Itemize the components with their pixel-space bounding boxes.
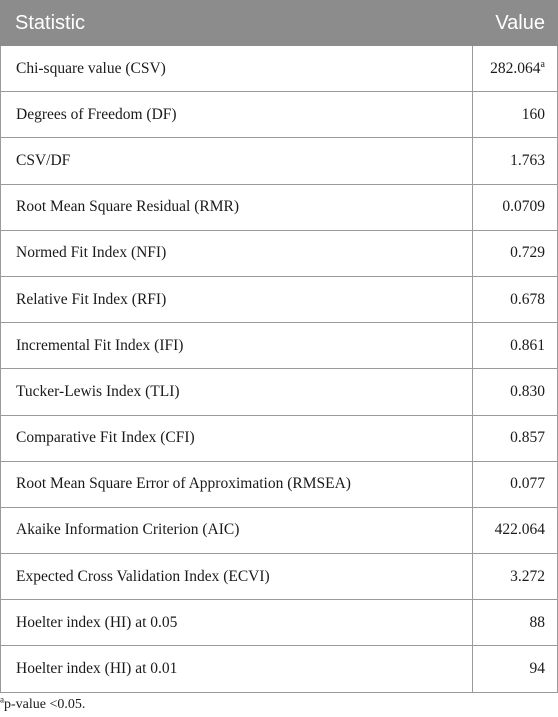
value-text: 94 <box>529 660 545 678</box>
statistic-cell: Relative Fit Index (RFI) <box>1 276 473 322</box>
value-cell <box>473 369 558 415</box>
value-cell <box>473 276 558 322</box>
table-row <box>1 276 558 322</box>
value-text: 0.678 <box>510 290 545 308</box>
value-cell <box>473 415 558 461</box>
value-text: 88 <box>529 613 545 631</box>
header-statistic: Statistic <box>1 1 473 46</box>
table-row <box>1 554 558 600</box>
value-text: 3.272 <box>510 567 545 585</box>
table-row <box>1 415 558 461</box>
value-text: 0.0709 <box>502 198 545 216</box>
statistic-cell: Normed Fit Index (NFI) <box>1 230 473 276</box>
statistic-cell: Akaike Information Criterion (AIC) <box>1 507 473 553</box>
statistic-cell: Tucker-Lewis Index (TLI) <box>1 369 473 415</box>
statistic-cell: Root Mean Square Error of Approximation (RMSEA) <box>1 461 473 507</box>
footnote-text: p-value <0.05. <box>4 697 86 712</box>
table-row <box>1 323 558 369</box>
value-cell <box>473 507 558 553</box>
statistic-cell: Hoelter index (HI) at 0.05 <box>1 600 473 646</box>
statistic-cell: Chi-square value (CSV) <box>1 46 473 92</box>
header-row <box>1 1 558 46</box>
table-row <box>1 507 558 553</box>
value-text: 0.729 <box>510 244 545 262</box>
value-cell <box>473 138 558 184</box>
table-row <box>1 184 558 230</box>
statistic-cell: Root Mean Square Residual (RMR) <box>1 184 473 230</box>
value-text: 0.830 <box>510 382 545 400</box>
table-row <box>1 600 558 646</box>
table-row <box>1 461 558 507</box>
statistic-cell: Degrees of Freedom (DF) <box>1 92 473 138</box>
statistic-cell: Hoelter index (HI) at 0.01 <box>1 646 473 692</box>
value-cell <box>473 461 558 507</box>
value-cell <box>473 554 558 600</box>
value-cell <box>473 230 558 276</box>
value-text: 422.064 <box>494 521 545 539</box>
value-cell <box>473 92 558 138</box>
table-row <box>1 230 558 276</box>
value-cell <box>473 184 558 230</box>
value-text: 282.064 <box>490 59 541 77</box>
table-header <box>1 1 558 46</box>
header-value: Value <box>473 1 558 46</box>
table-row <box>1 92 558 138</box>
table-row <box>1 369 558 415</box>
statistic-cell: CSV/DF <box>1 138 473 184</box>
value-cell <box>473 646 558 692</box>
value-cell <box>473 323 558 369</box>
statistic-cell: Expected Cross Validation Index (ECVI) <box>1 554 473 600</box>
footnote-reference: a <box>540 58 545 70</box>
value-cell <box>473 600 558 646</box>
value-text: 1.763 <box>510 151 545 169</box>
statistic-cell: Comparative Fit Index (CFI) <box>1 415 473 461</box>
table-body <box>1 46 558 693</box>
value-text: 160 <box>521 105 545 123</box>
value-text: 0.077 <box>510 475 545 493</box>
table-row <box>1 138 558 184</box>
value-cell <box>473 46 558 92</box>
statistic-cell: Incremental Fit Index (IFI) <box>1 323 473 369</box>
table-row <box>1 46 558 92</box>
value-text: 0.857 <box>510 429 545 447</box>
table-footnote <box>0 694 86 713</box>
table-row <box>1 646 558 692</box>
footnote-mark: a <box>0 694 4 705</box>
value-text: 0.861 <box>510 336 545 354</box>
